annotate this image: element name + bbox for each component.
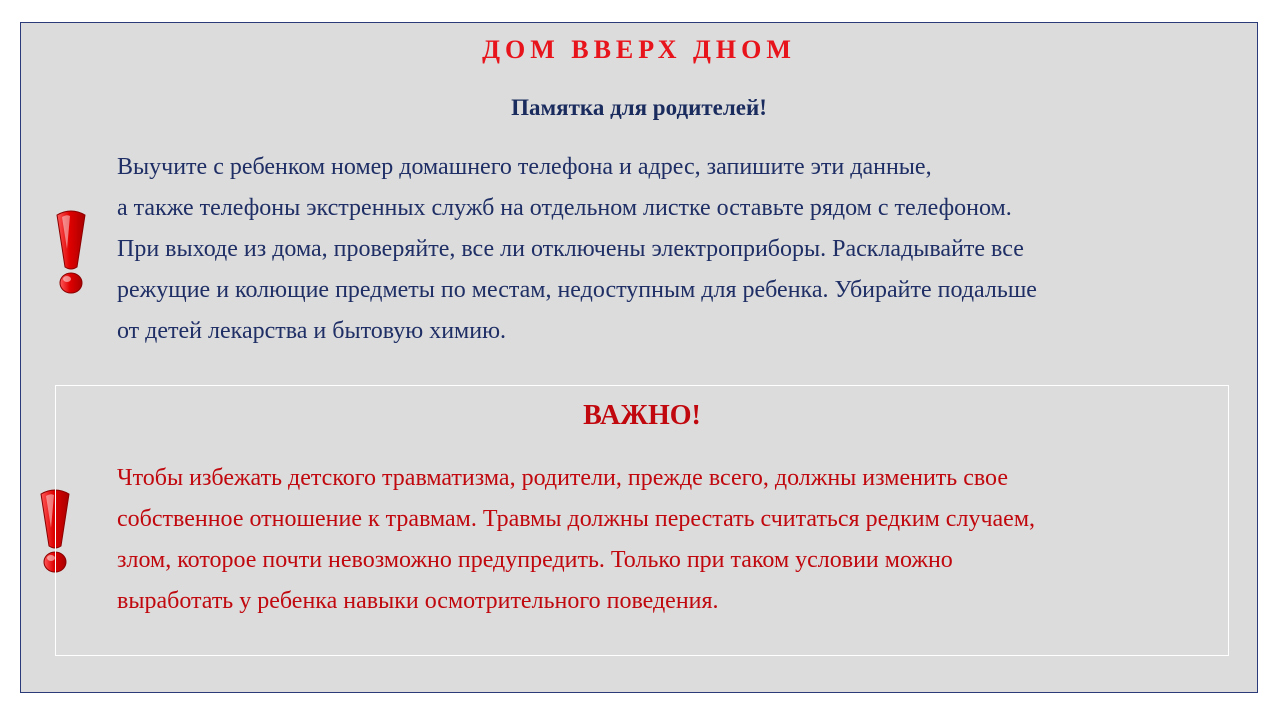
important-line: злом, которое почти невозможно предупредить. Только при таком условии можно xyxy=(117,547,953,573)
important-heading: ВАЖНО! xyxy=(583,400,701,431)
parents-memo-text xyxy=(117,147,1037,352)
exclamation-icon xyxy=(53,209,89,300)
memo-line: При выходе из дома, проверяйте, все ли отключены электроприборы. Раскладывайте все xyxy=(117,236,1024,262)
memo-line: а также телефоны экстренных служб на отдельном листке оставьте рядом с телефоном. xyxy=(117,195,1012,221)
important-line: собственное отношение к травмам. Травмы должны перестать считаться редким случаем, xyxy=(117,506,1035,532)
important-line: Чтобы избежать детского травматизма, родители, прежде всего, должны изменить свое xyxy=(117,465,1008,491)
slide-subtitle: Памятка для родителей! xyxy=(511,95,767,120)
memo-line: режущие и колющие предметы по местам, недоступным для ребенка. Убирайте подальше xyxy=(117,277,1037,303)
memo-line: от детей лекарства и бытовую химию. xyxy=(117,318,507,344)
important-box xyxy=(55,385,1229,656)
important-line: выработать у ребенка навыки осмотрительного поведения. xyxy=(117,588,719,614)
memo-line: Выучите с ребенком номер домашнего телефона и адрес, запишите эти данные, xyxy=(117,154,932,180)
important-text xyxy=(117,458,1035,622)
slide-title: ДОМ ВВЕРХ ДНОМ xyxy=(482,35,796,64)
slide xyxy=(20,22,1258,693)
